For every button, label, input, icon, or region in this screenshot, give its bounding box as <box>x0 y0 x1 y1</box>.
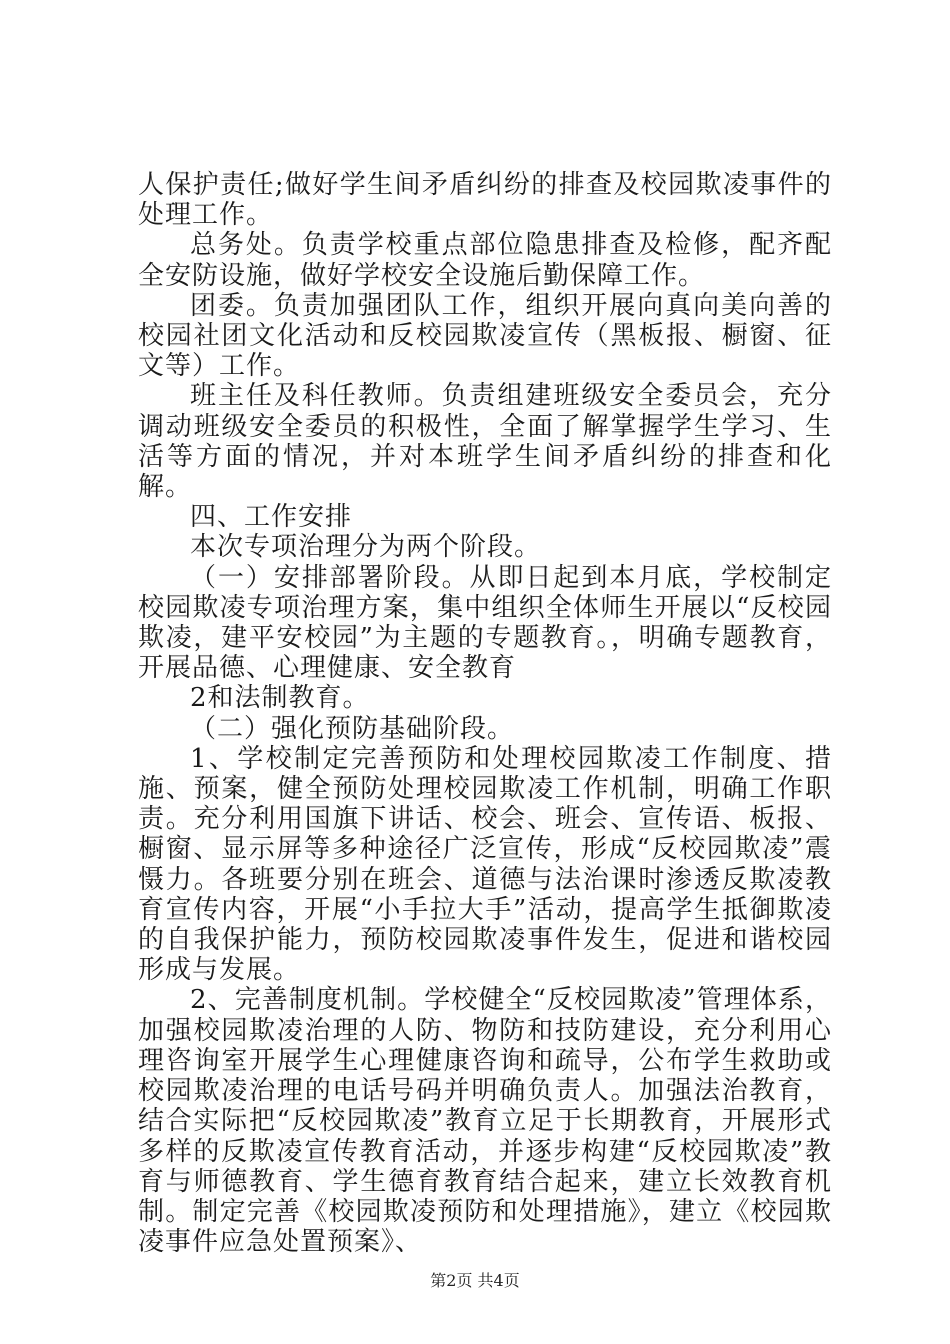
document-body <box>138 170 832 1257</box>
paragraph-7: （一）安排部署阶段。从即日起到本月底，学校制定校园欺凌专项治理方案，集中组织全体师生开展以“反校园欺凌，建平安校园”为主题的专题教育。，明确专题教育，开展品德、心理健康、安全教育 <box>138 562 832 684</box>
page-footer: 第2页 共4页 <box>430 1271 520 1290</box>
paragraph-6: 本次专项治理分为两个阶段。 <box>190 532 542 563</box>
paragraph-11: 2、完善制度机制。学校健全“反校园欺凌”管理体系，加强校园欺凌治理的人防、物防和技防建设，充分利用心理咨询室开展学生心理健康咨询和疏导，公布学生救助或校园欺凌治理的电话号码并明确负责人。加强法治教育，结合实际把“反校园欺凌”教育立足于长期教育，开展形式多样的反欺凌宣传教育活动，并逐步构建“反校园欺凌”教育与师德教育、学生德育教育结合起来，建立长效教育机制。制定完善《校园欺凌预防和处理措施》，建立《校园欺凌事件应急处置预案》、 <box>138 985 832 1258</box>
paragraph-1: 人保护责任;做好学生间矛盾纠纷的排查及校园欺凌事件的处理工作。 <box>138 170 832 231</box>
paragraph-8: 2和法制教育。 <box>190 683 370 714</box>
paragraph-2: 总务处。负责学校重点部位隐患排查及检修，配齐配全安防设施，做好学校安全设施后勤保障工作。 <box>138 230 832 291</box>
paragraph-3: 团委。负责加强团队工作，组织开展向真向美向善的校园社团文化活动和反校园欺凌宣传（黑板报、橱窗、征文等）工作。 <box>138 290 832 382</box>
paragraph-4: 班主任及科任教师。负责组建班级安全委员会，充分调动班级安全委员的积极性，全面了解掌握学生学习、生活等方面的情况，并对本班学生间矛盾纠纷的排查和化解。 <box>138 381 832 503</box>
section-heading-work-arrangement: 四、工作安排 <box>190 502 353 533</box>
paragraph-9: （二）强化预防基础阶段。 <box>190 713 515 744</box>
paragraph-10: 1、学校制定完善预防和处理校园欺凌工作制度、措施、预案，健全预防处理校园欺凌工作机制，明确工作职责。充分利用国旗下讲话、校会、班会、宣传语、板报、橱窗、显示屏等多种途径广泛宣传，形成“反校园欺凌”震慑力。各班要分别在班会、道德与法治课时渗透反欺凌教育宣传内容，开展“小手拉大手”活动，提高学生抵御欺凌的自我保护能力，预防校园欺凌事件发生，促进和谐校园形成与发展。 <box>138 743 832 986</box>
